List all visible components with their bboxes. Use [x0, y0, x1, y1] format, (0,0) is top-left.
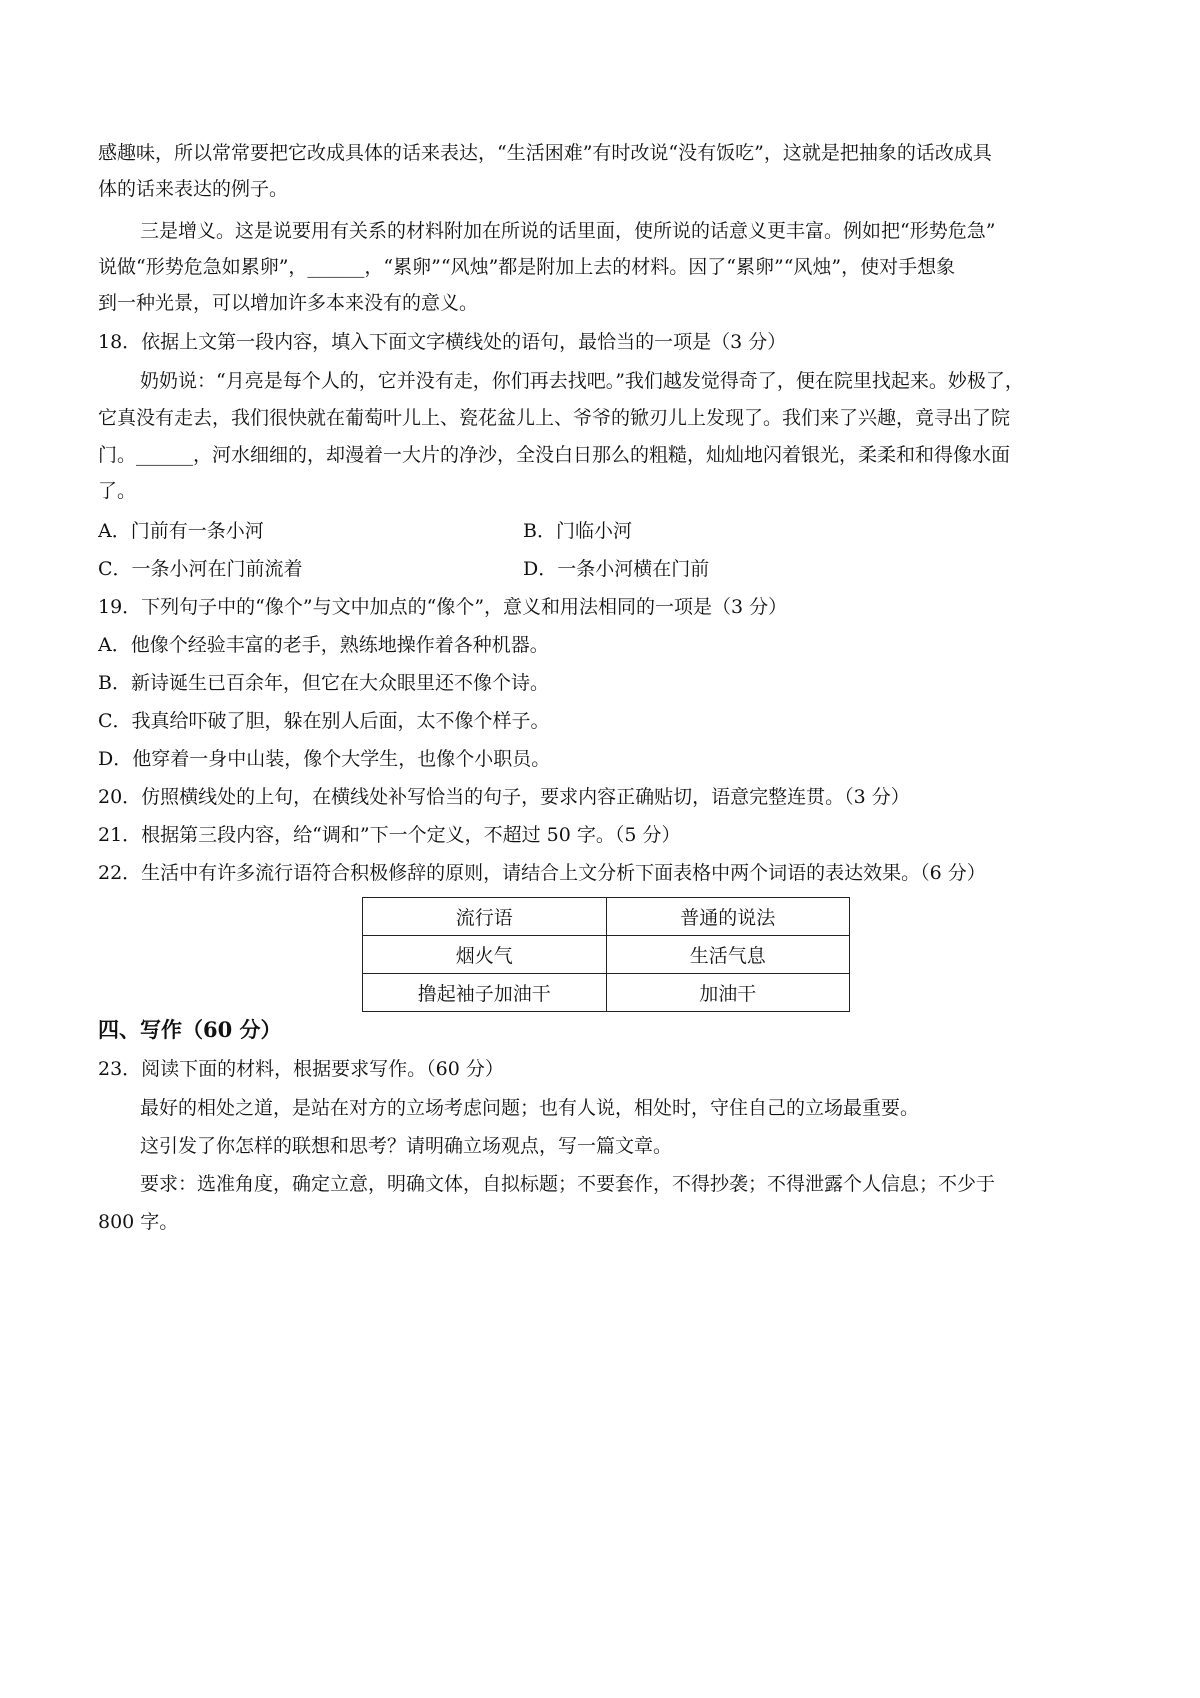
question-19-option-d: D．他穿着一身中山装，像个大学生，也像个小职员。 — [98, 748, 551, 770]
question-21-stem: 21．根据第三段内容，给“调和”下一个定义，不超过 50 字。（5 分） — [98, 824, 681, 846]
writing-material: 最好的相处之道，是站在对方的立场考虑问题；也有人说，相处时，守住自己的立场最重要。 — [140, 1097, 920, 1119]
question-23-stem: 23．阅读下面的材料，根据要求写作。（60 分） — [98, 1058, 504, 1080]
passage-paragraph1-line1: 感趣味，所以常常要把它改成具体的话来表达，“生活困难”有时改说“没有饭吃”，这就是把抽象的话改成具 — [98, 142, 992, 164]
question-18-option-a: A．门前有一条小河 — [98, 520, 264, 542]
table-cell: 撸起袖子加油干 — [363, 974, 607, 1012]
question-18-text-line2: 它真没有走去，我们很快就在葡萄叶儿上、瓷花盆儿上、爷爷的锨刃儿上发现了。我们来了兴趣，竟寻出了院 — [98, 407, 1011, 429]
passage-paragraph1-line2: 体的话来表达的例子。 — [98, 178, 289, 200]
writing-prompt: 这引发了你怎样的联想和思考？请明确立场观点，写一篇文章。 — [140, 1135, 673, 1157]
question-19-stem: 19．下列句子中的“像个”与文中加点的“像个”，意义和用法相同的一项是（3 分） — [98, 596, 788, 618]
writing-requirements-line2: 800 字。 — [98, 1211, 179, 1233]
passage-paragraph2-line3: 到一种光景，可以增加许多本来没有的意义。 — [98, 292, 479, 314]
buzzword-table — [362, 897, 850, 1012]
passage-paragraph2-line1: 三是增义。这是说要用有关系的材料附加在所说的话里面，使所说的话意义更丰富。例如把“形势危急” — [140, 220, 996, 242]
table-cell: 加油干 — [606, 974, 850, 1012]
question-20-stem: 20．仿照横线处的上句，在横线处补写恰当的句子，要求内容正确贴切，语意完整连贯。（3 分） — [98, 786, 910, 808]
writing-requirements-line1: 要求：选准角度，确定立意，明确文体，自拟标题；不要套作，不得抄袭；不得泄露个人信息；不少于 — [140, 1173, 996, 1195]
question-18-option-c: C．一条小河在门前流着 — [98, 558, 303, 580]
passage-paragraph2-line2: 说做“形势危急如累卵”，______，“累卵”“风烛”都是附加上去的材料。因了“累卵”“风烛”，使对手想象 — [98, 256, 956, 278]
table-row — [363, 974, 850, 1012]
table-header-row — [363, 898, 850, 936]
question-19-option-a: A．他像个经验丰富的老手，熟练地操作着各种机器。 — [98, 634, 549, 656]
question-18-text-line1: 奶奶说：“月亮是每个人的，它并没有走，你们再去找吧。”我们越发觉得奇了，便在院里找起来。妙极了， — [140, 370, 1024, 392]
table-cell: 烟火气 — [363, 936, 607, 974]
question-18-text-line4: 了。 — [98, 480, 137, 502]
table-header-cell: 流行语 — [363, 898, 607, 936]
question-19-option-b: B．新诗诞生已百余年，但它在大众眼里还不像个诗。 — [98, 672, 549, 694]
question-19-option-c: C．我真给吓破了胆，躲在别人后面，太不像个样子。 — [98, 710, 550, 732]
question-18-text-line3: 门。______，河水细细的，却漫着一大片的净沙，全没白日那么的粗糙，灿灿地闪着银光，柔柔和和得像水面 — [98, 444, 1011, 466]
question-22-stem: 22．生活中有许多流行语符合积极修辞的原则，请结合上文分析下面表格中两个词语的表达效果。（6 分） — [98, 862, 986, 884]
question-18-stem: 18．依据上文第一段内容，填入下面文字横线处的语句，最恰当的一项是（3 分） — [98, 331, 787, 353]
question-18-option-d: D．一条小河横在门前 — [523, 558, 710, 580]
question-18-option-b: B．门临小河 — [523, 520, 632, 542]
table-cell: 生活气息 — [606, 936, 850, 974]
table-row — [363, 936, 850, 974]
table-header-cell: 普通的说法 — [606, 898, 850, 936]
section-4-heading: 四、写作（60 分） — [98, 1018, 282, 1042]
